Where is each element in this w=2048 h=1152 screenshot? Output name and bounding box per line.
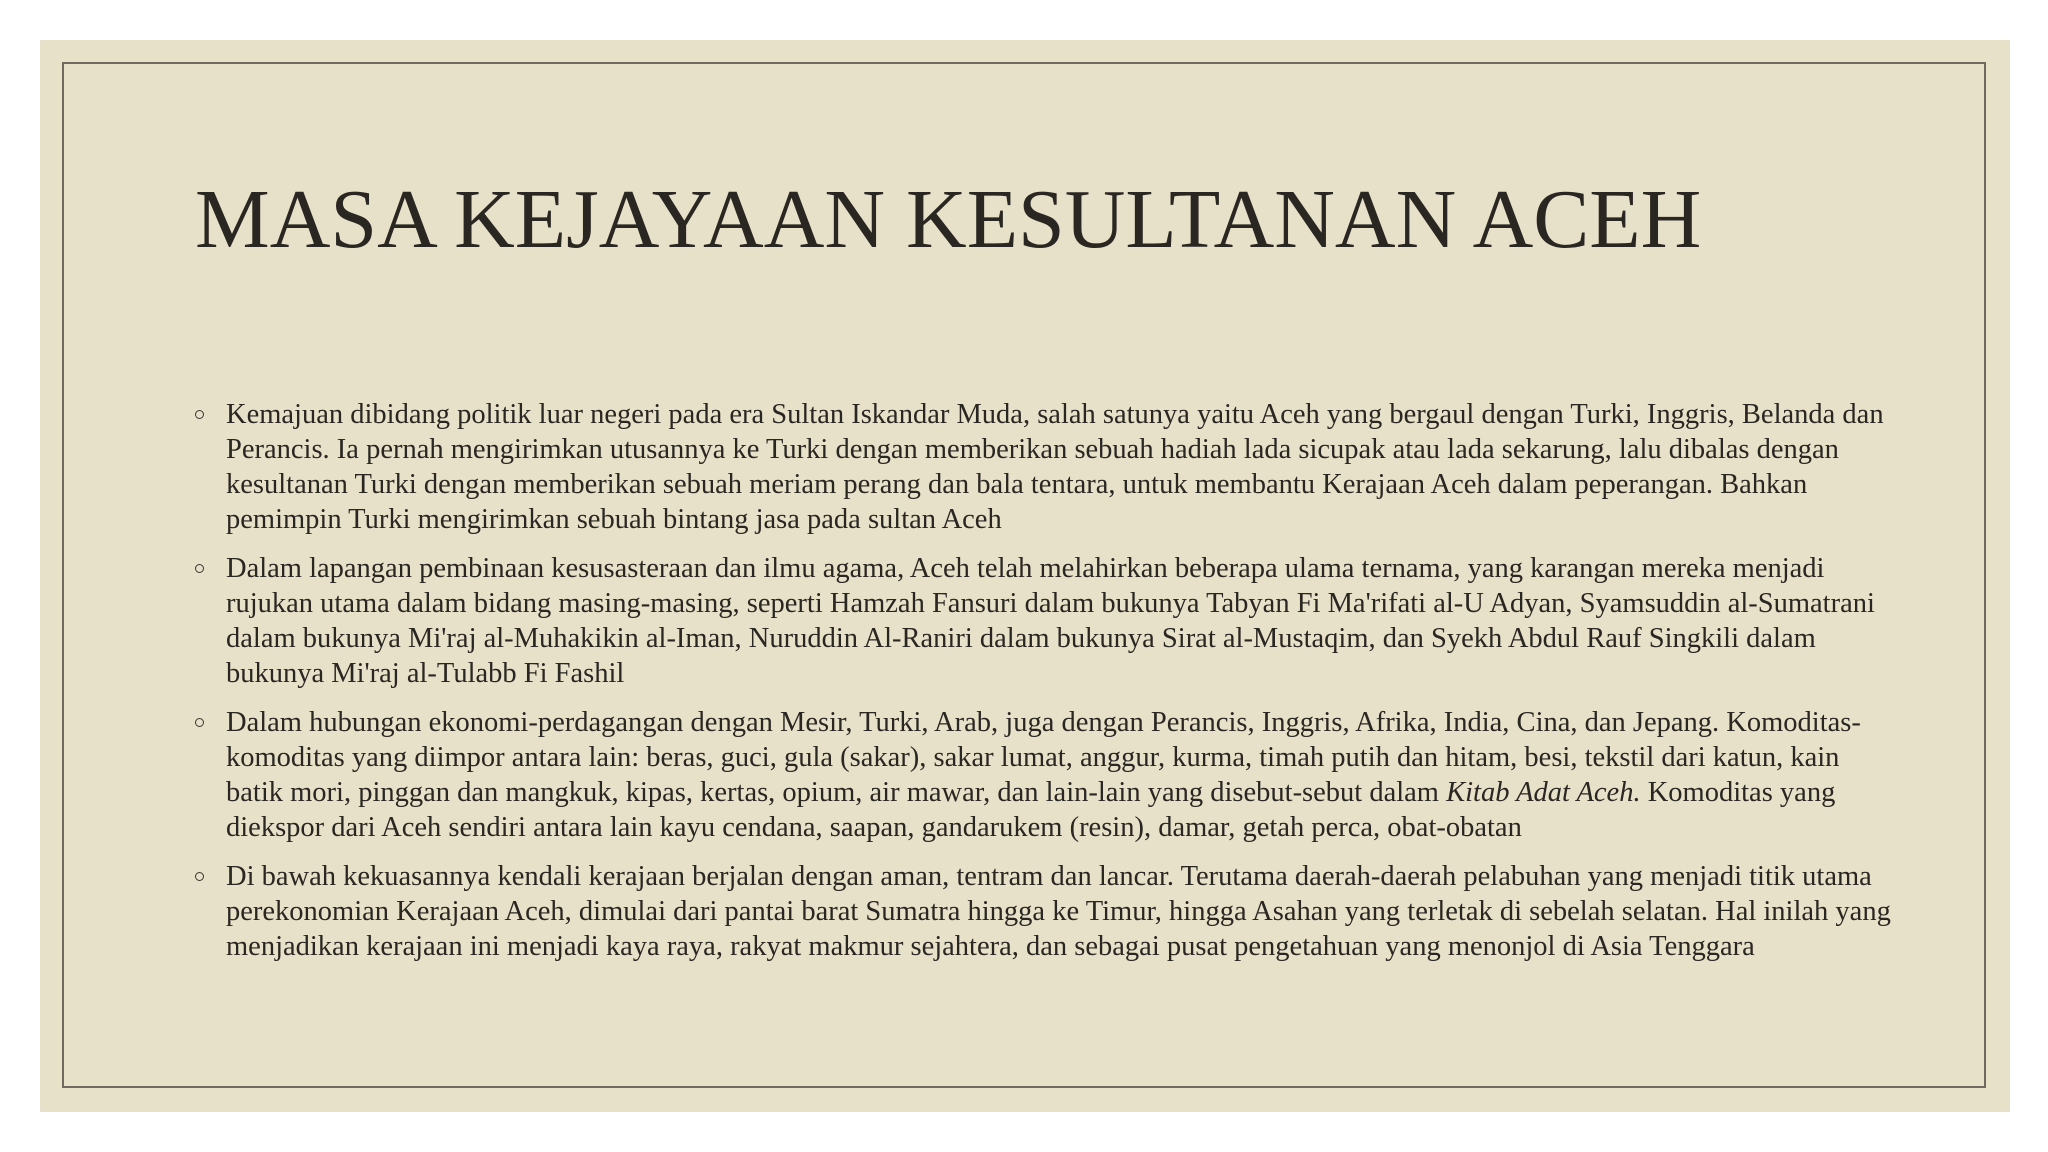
bullet-text-italic: Kitab Adat Aceh. xyxy=(1446,777,1641,808)
bullet-text xyxy=(226,707,1861,843)
bullet-item-literature xyxy=(195,551,1895,691)
bullet-list xyxy=(195,397,1895,978)
bullet-item-politics xyxy=(195,397,1895,537)
hollow-circle-bullet-icon xyxy=(195,564,204,573)
hollow-circle-bullet-icon xyxy=(195,718,204,727)
bullet-text-part: Dalam hubungan ekonomi-perdagangan dengan Mesir, Turki, Arab, juga dengan Perancis, Inggris, Afrika, India, Cina, dan Jepang. Komoditas-komoditas yang diimpor antara lain: beras, guci, gula (sakar), sakar lumat, anggur, kurma, timah putih dan hitam, besi, tekstil dari katun, kain batik mori, pinggan dan mangkuk, kipas, kertas, opium, air mawar, dan lain-lain yang disebut-sebut dalam xyxy=(226,707,1861,808)
hollow-circle-bullet-icon xyxy=(195,872,204,881)
bullet-text: Kemajuan dibidang politik luar negeri pada era Sultan Iskandar Muda, salah satunya yaitu Aceh yang bergaul dengan Turki, Inggris, Belanda dan Perancis. Ia pernah mengirimkan utusannya ke Turki dengan memberikan sebuah hadiah lada sicupak atau lada sekarung, lalu dibalas dengan kesultanan Turki dengan memberikan sebuah meriam perang dan bala tentara, untuk membantu Kerajaan Aceh dalam peperangan. Bahkan pemimpin Turki mengirimkan sebuah bintang jasa pada sultan Aceh xyxy=(226,399,1884,535)
slide-title: MASA KEJAYAAN KESULTANAN ACEH xyxy=(195,173,1702,266)
bullet-item-governance xyxy=(195,859,1895,964)
bullet-text: Di bawah kekuasannya kendali kerajaan berjalan dengan aman, tentram dan lancar. Terutama daerah-daerah pelabuhan yang menjadi titik utama perekonomian Kerajaan Aceh, dimulai dari pantai barat Sumatra hingga ke Timur, hingga Asahan yang terletak di sebelah selatan. Hal inilah yang menjadikan kerajaan ini menjadi kaya raya, rakyat makmur sejahtera, dan sebagai pusat pengetahuan yang menonjol di Asia Tenggara xyxy=(226,861,1891,962)
bullet-text-part: Komoditas yang diekspor dari Aceh sendiri antara lain kayu cendana, saapan, gandarukem (resin), damar, getah perca, obat-obatan xyxy=(226,777,1836,843)
slide xyxy=(40,40,2010,1112)
bullet-item-economy xyxy=(195,705,1895,845)
bullet-text: Dalam lapangan pembinaan kesusasteraan dan ilmu agama, Aceh telah melahirkan beberapa ulama ternama, yang karangan mereka menjadi rujukan utama dalam bidang masing-masing, seperti Hamzah Fansuri dalam bukunya Tabyan Fi Ma'rifati al-U Adyan, Syamsuddin al-Sumatrani dalam bukunya Mi'raj al-Muhakikin al-Iman, Nuruddin Al-Raniri dalam bukunya Sirat al-Mustaqim, dan Syekh Abdul Rauf Singkili dalam bukunya Mi'raj al-Tulabb Fi Fashil xyxy=(226,553,1875,689)
hollow-circle-bullet-icon xyxy=(195,410,204,419)
